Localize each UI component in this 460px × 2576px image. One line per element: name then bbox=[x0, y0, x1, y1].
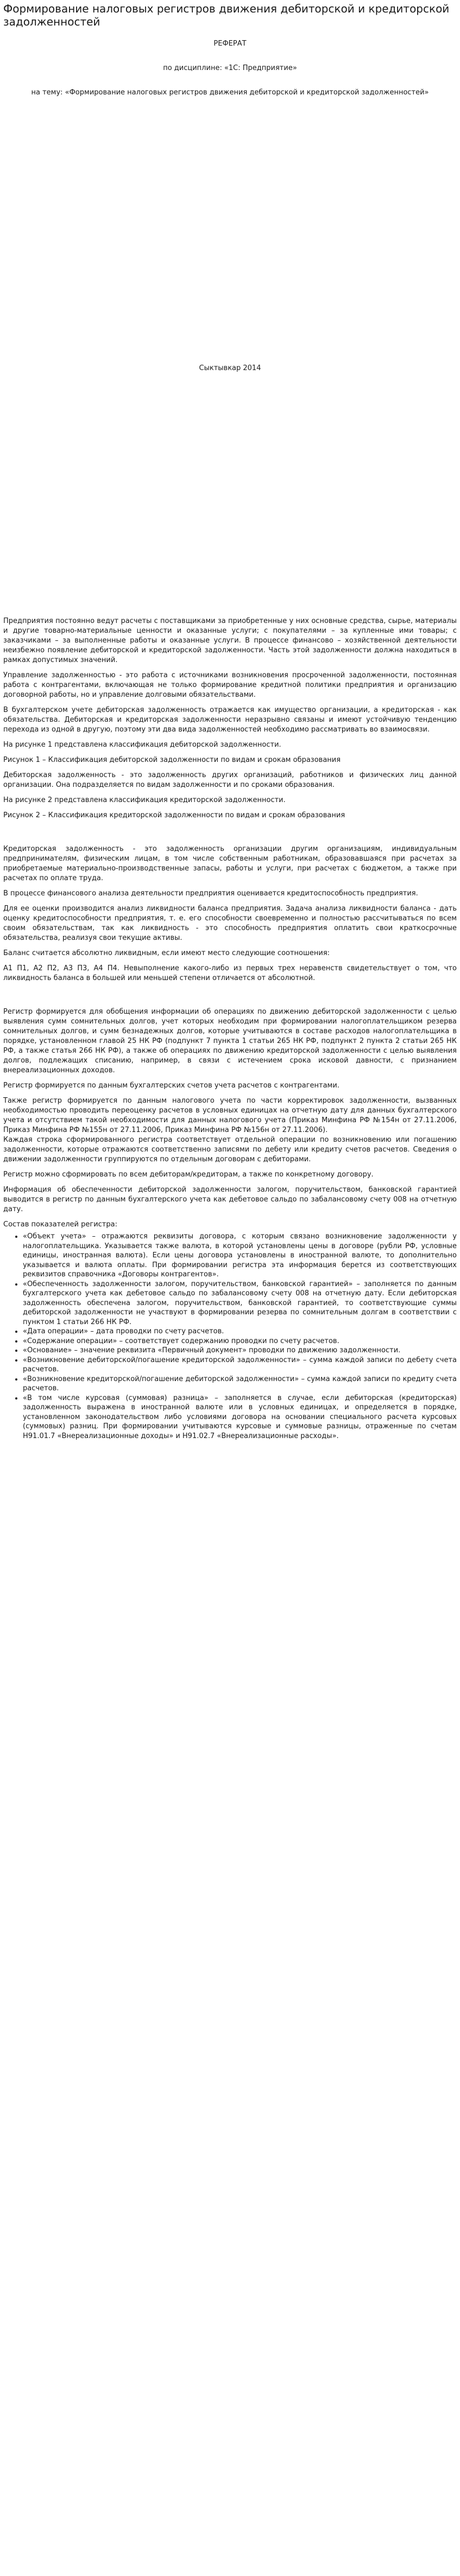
paragraph: В процессе финансового анализа деятельности предприятия оценивается кредитоспособность предприятия. bbox=[3, 889, 418, 898]
list-item: • «Основание» – значение реквизита «Первичный документ» проводки по движению задолженности. bbox=[23, 1346, 457, 1356]
list-item: • «В том числе курсовая (суммовая) разница» – заполняется в случае, если дебиторская (кредиторская) задолженность выражена в иностранной валюте или в условных единицах, и определяется в порядке, установленном законодательством либо условиями договора на основании специального расчета курсовых (суммовых) разниц. При формировании учитываются курсовые и суммовые разницы, отраженные по счетам Н91.01.7 «Внереализационные доходы» и Н91.02.7 «Внереализационные расходы». bbox=[23, 1394, 457, 1441]
indicator-list bbox=[3, 1232, 457, 1441]
paragraph: Дебиторская задолженность - это задолженность других организаций, работников и физических лиц данной организации. Она подразделяется по видам задолженности и по сроками образования. bbox=[3, 771, 457, 789]
page-title: Формирование налоговых регистров движения дебиторской и кредиторской задолженностей bbox=[3, 2, 450, 28]
list-item: • «Дата операции» – дата проводки по счету расчетов. bbox=[23, 1327, 457, 1337]
paragraph: В бухгалтерском учете дебиторская задолженность отражается как имущество организации, а кредиторская - как обязательства. Дебиторская и кредиторская задолженности неразрывно связаны и имеют устойчивую тенденцию перехода из одной в другую, поэтому эти два вида задолженностей необходимо рассматривать во взаимосвязи. bbox=[3, 706, 457, 734]
cover-topic: на тему: «Формирование налоговых регистров движения дебиторской и кредиторской задолженностей» bbox=[31, 88, 429, 97]
cover-discipline: по дисциплине: «1С: Предприятие» bbox=[163, 64, 297, 72]
figure-caption: Рисунок 2 – Классификация кредиторской задолженности по видам и срокам образования bbox=[3, 811, 345, 819]
paragraph: На рисунке 2 представлена классификация кредиторской задолженности. bbox=[3, 796, 286, 804]
list-item: • «Содержание операции» – соответствует содержанию проводки по счету расчетов. bbox=[23, 1337, 457, 1346]
paragraph: Также регистр формируется по данным налогового учета по части корректировок задолженности, вызванных необходимостью проводить переоценку расчетов в условных единицах на отчетную дату для данных бухгалтерского учета и отсутствием такой необходимости для данных налогового учета (Приказ Минфина РФ №154н от 27.11.2006, Приказ Минфина РФ №155н от 27.11.2006, Приказ Минфина РФ №156н от 27.11.2006). bbox=[3, 1097, 457, 1134]
cover-city-year: Сыктывкар 2014 bbox=[199, 364, 261, 372]
cover-label: РЕФЕРАТ bbox=[213, 40, 247, 48]
paragraph: На рисунке 1 представлена классификация дебиторской задолженности. bbox=[3, 741, 281, 749]
paragraph: Каждая строка сформированного регистра соответствует отдельной операции по возникновению или погашению задолженности, которые отражаются соответственно записями по дебету или кредиту счетов расчетов. Сведения о движении задолженности группируются по отдельным договорам с дебиторами. bbox=[3, 1136, 457, 1163]
paragraph: Регистр формируется для обобщения информации об операциях по движению дебиторской задолженности с целью выявления сумм сомнительных долгов, учет которых необходим при формировании налогоплательщиком резерва сомнительных долгов, и сумм безнадежных долгов, которые учитываются в составе расходов налогоплательщика в порядке, установленном главой 25 НК РФ (подпункт 7 пункта 1 статьи 265 НК РФ, подпункт 2 пункта 2 статьи 265 НК РФ, а также статья 266 НК РФ), а также об операциях по движению кредиторской задолженности с целью выявления долгов, подлежащих списанию, например, в связи с истечением срока исковой давности, с признанием внереализационных доходов. bbox=[3, 1008, 457, 1074]
document-page bbox=[0, 2, 460, 1441]
paragraph: Кредиторская задолженность - это задолженность организации другим организациям, индивидуальным предпринимателям, физическим лицам, в том числе собственным работникам, образовавшаяся при расчетах за приобретаемые материально-производственные запасы, работы и услуги, при расчетах с бюджетом, а также при расчетах по оплате труда. bbox=[3, 845, 457, 882]
paragraph: Управление задолженностью - это работа с источниками возникновения просроченной задолженности, постоянная работа с контрагентами, включающая не только формирование кредитной политики предприятия и организацию договорной работы, но и управление долговыми обязательствами. bbox=[3, 671, 457, 699]
paragraph: Информация об обеспеченности дебиторской задолженности залогом, поручительством, банковской гарантией выводится в регистр по данным бухгалтерского учета как дебетовое сальдо по забалансовому счету 008 на отчетную дату. bbox=[3, 1186, 457, 1213]
paragraph: Предприятия постоянно ведут расчеты с поставщиками за приобретенные у них основные средства, сырье, материалы и другие товарно-материальные ценности и оказанные услуги; с покупателями – за купленные ими товары; с заказчиками – за выполненные работы и оказанные услуги. В процессе финансово – хозяйственной деятельности неизбежно появление дебиторской и кредиторской задолженности. Часть этой задолженности должна находиться в рамках допустимых значений. bbox=[3, 617, 457, 664]
list-item: • «Возникновение кредиторской/погашение дебиторской задолженности» – сумма каждой записи по кредиту счета расчетов. bbox=[23, 1375, 457, 1394]
figure-caption: Рисунок 1 – Классификация дебиторской задолженности по видам и срокам образования bbox=[3, 756, 341, 764]
paragraph: Баланс считается абсолютно ликвидным, если имеют место следующие соотношения: bbox=[3, 949, 330, 957]
list-item: • «Обеспеченность задолженности залогом, поручительством, банковской гарантией» – заполняется по данным бухгалтерского учета как дебетовое сальдо по забалансовому счету 008 на отчетную дату. Если дебиторская задолженность обеспечена залогом, поручительством, банковской гарантией, то соответствующие суммы дебиторской задолженности не участвуют в формировании резерва по сомнительным долгам в соответствии с пунктом 1 статьи 266 НК РФ. bbox=[23, 1280, 457, 1327]
paragraph: Регистр можно сформировать по всем дебиторам/кредиторам, а также по конкретному договору. bbox=[3, 1171, 374, 1179]
list-item: • «Объект учета» – отражаются реквизиты договора, с которым связано возникновение задолженности у налогоплательщика. Указывается также валюта, в которой установлены цены в договоре (рубли РФ, условные единицы, иностранная валюта). Если цены договора установлены в иностранной валюте, то дополнительно указывается и валюта оплаты. При формировании регистра эта информация берется из соответствующих реквизитов справочника «Договоры контрагентов». bbox=[23, 1232, 457, 1280]
paragraph: А1 П1, А2 П2, А3 П3, А4 П4. Невыполнение какого-либо из первых трех неравенств свидетельствует о том, что ликвидность баланса в большей или меньшей степени отличается от абсолютной. bbox=[3, 964, 457, 982]
paragraph: Для ее оценки производится анализ ликвидности баланса предприятия. Задача анализа ликвидности баланса - дать оценку кредитоспособности предприятия, т. е. его способности своевременно и полностью рассчитываться по всем своим обязательствам, так как ликвидность - это способность предприятия оплатить свои краткосрочные обязательства, реализуя свои текущие активы. bbox=[3, 905, 457, 942]
paragraph: Состав показателей регистра: bbox=[3, 1220, 117, 1229]
paragraph: Регистр формируется по данным бухгалтерских счетов учета расчетов с контрагентами. bbox=[3, 1082, 339, 1090]
list-item: • «Возникновение дебиторской/погашение кредиторской задолженности» – сумма каждой записи по дебету счета расчетов. bbox=[23, 1356, 457, 1375]
